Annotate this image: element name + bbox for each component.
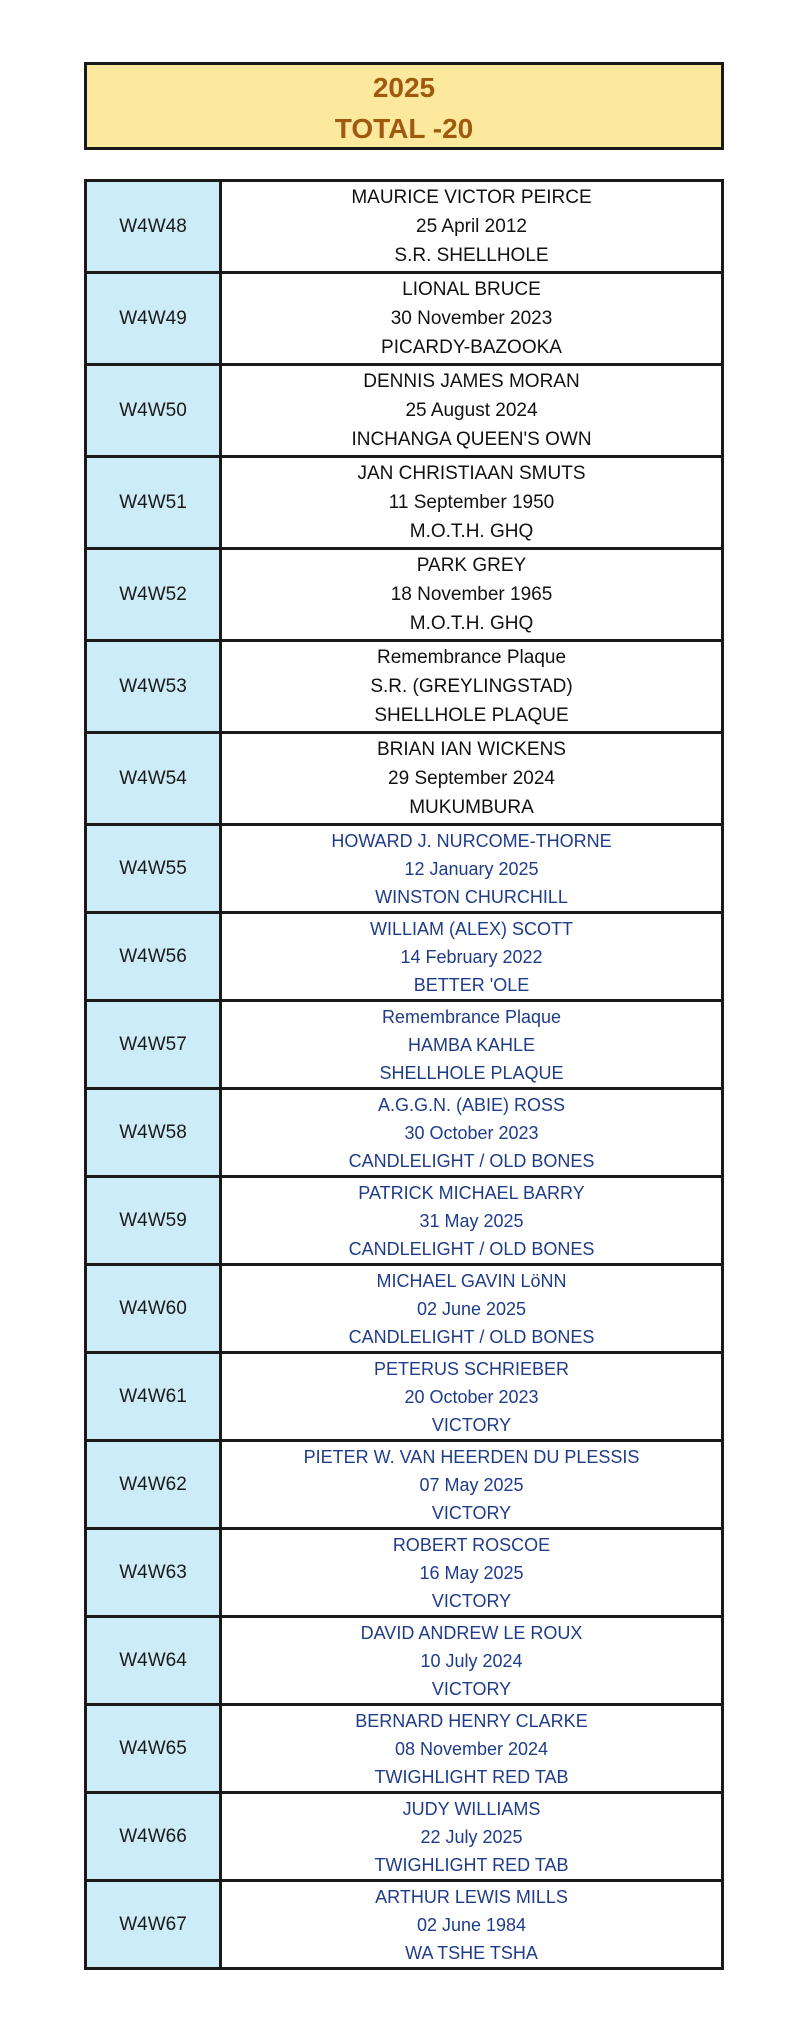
table-row	[86, 1793, 723, 1881]
entry-code: W4W48	[86, 181, 221, 273]
entry-code: W4W49	[86, 273, 221, 365]
entry-code: W4W56	[86, 913, 221, 1001]
entry-code: W4W57	[86, 1001, 221, 1089]
entry-code: W4W62	[86, 1441, 221, 1529]
table-row	[86, 733, 723, 825]
entry-details	[221, 181, 723, 273]
table-row	[86, 913, 723, 1001]
table-row	[86, 1441, 723, 1529]
entry-details	[221, 1881, 723, 1969]
entry-code: W4W54	[86, 733, 221, 825]
entry-code: W4W50	[86, 365, 221, 457]
table-row	[86, 1881, 723, 1969]
entry-unit: WA TSHE TSHA	[405, 1942, 538, 1963]
entry-code: W4W53	[86, 641, 221, 733]
header-box	[84, 62, 724, 150]
table-row	[86, 365, 723, 457]
entry-unit: VICTORY	[431, 1414, 512, 1435]
entry-date: 07 May 2025	[419, 1474, 524, 1495]
entry-details	[221, 1265, 723, 1353]
table-row	[86, 1705, 723, 1793]
entry-details	[221, 733, 723, 825]
entry-unit: TWIGHLIGHT RED TAB	[374, 1854, 569, 1875]
table-row	[86, 457, 723, 549]
entry-name: JUDY WILLIAMS	[402, 1798, 541, 1819]
entry-unit: M.O.T.H. GHQ	[409, 521, 534, 542]
entry-unit: SHELLHOLE PLAQUE	[379, 1062, 564, 1083]
entry-date: HAMBA KAHLE	[407, 1034, 536, 1055]
entry-details	[221, 1617, 723, 1705]
entry-code: W4W64	[86, 1617, 221, 1705]
entry-details	[221, 457, 723, 549]
table-row	[86, 273, 723, 365]
table-row	[86, 1529, 723, 1617]
entry-name: PATRICK MICHAEL BARRY	[358, 1182, 585, 1203]
entry-date: 02 June 1984	[416, 1914, 527, 1935]
entry-details	[221, 1441, 723, 1529]
entry-date: 25 April 2012	[416, 216, 527, 237]
entry-date: 18 November 1965	[390, 584, 553, 605]
entry-date: 22 July 2025	[420, 1826, 523, 1847]
entry-unit: CANDLELIGHT / OLD BONES	[348, 1150, 595, 1171]
entry-name: PETERUS SCHRIEBER	[373, 1358, 570, 1379]
table-row	[86, 825, 723, 913]
entry-date: 31 May 2025	[419, 1210, 524, 1231]
header-total: TOTAL -20	[334, 113, 474, 144]
entry-details	[221, 1001, 723, 1089]
entries-table	[84, 179, 724, 1970]
entry-unit: VICTORY	[431, 1678, 512, 1699]
entry-name: DAVID ANDREW LE ROUX	[360, 1622, 583, 1643]
entry-date: 14 February 2022	[400, 946, 543, 967]
entry-details	[221, 365, 723, 457]
entry-date: 11 September 1950	[388, 492, 555, 513]
entry-unit: PICARDY-BAZOOKA	[381, 337, 562, 358]
table-row	[86, 1353, 723, 1441]
entry-details	[221, 1089, 723, 1177]
entry-unit: TWIGHLIGHT RED TAB	[374, 1766, 569, 1787]
entry-code: W4W60	[86, 1265, 221, 1353]
entry-code: W4W52	[86, 549, 221, 641]
entry-unit: SHELLHOLE PLAQUE	[374, 705, 569, 726]
entry-name: Remembrance Plaque	[376, 647, 567, 668]
entries-body	[86, 181, 723, 1969]
entry-name: LIONAL BRUCE	[402, 279, 541, 300]
table-row	[86, 1177, 723, 1265]
entry-details	[221, 273, 723, 365]
entry-unit: WINSTON CHURCHILL	[375, 886, 568, 907]
entry-details	[221, 1177, 723, 1265]
entry-unit: S.R. SHELLHOLE	[394, 245, 549, 266]
entry-code: W4W58	[86, 1089, 221, 1177]
entry-date: 25 August 2024	[405, 400, 538, 421]
entry-name: BRIAN IAN WICKENS	[377, 739, 566, 760]
entry-date: 29 September 2024	[388, 768, 555, 789]
entry-details	[221, 1793, 723, 1881]
table-row	[86, 641, 723, 733]
table-row	[86, 1089, 723, 1177]
entry-name: WILLIAM (ALEX) SCOTT	[369, 918, 574, 939]
entry-unit: MUKUMBURA	[409, 797, 534, 818]
entry-code: W4W59	[86, 1177, 221, 1265]
entry-unit: INCHANGA QUEEN'S OWN	[351, 429, 592, 450]
entry-unit: CANDLELIGHT / OLD BONES	[348, 1238, 595, 1259]
table-row	[86, 181, 723, 273]
entry-details	[221, 1529, 723, 1617]
entry-name: ARTHUR LEWIS MILLS	[375, 1886, 568, 1907]
entry-code: W4W51	[86, 457, 221, 549]
entry-date: 10 July 2024	[420, 1650, 523, 1671]
entry-unit: VICTORY	[431, 1590, 512, 1611]
entry-date: 30 November 2023	[390, 308, 553, 329]
entry-date: 08 November 2024	[394, 1738, 549, 1759]
entry-unit: CANDLELIGHT / OLD BONES	[348, 1326, 595, 1347]
entry-date: 12 January 2025	[404, 858, 539, 879]
entry-date: 02 June 2025	[416, 1298, 527, 1319]
entry-code: W4W67	[86, 1881, 221, 1969]
entry-code: W4W55	[86, 825, 221, 913]
entry-name: HOWARD J. NURCOME-THORNE	[331, 830, 612, 851]
entry-unit: BETTER 'OLE	[413, 974, 530, 995]
entry-details	[221, 641, 723, 733]
entry-date: 20 October 2023	[404, 1386, 539, 1407]
entry-unit: VICTORY	[431, 1502, 512, 1523]
entry-name: PIETER W. VAN HEERDEN DU PLESSIS	[303, 1446, 640, 1467]
header-year: 2025	[372, 72, 436, 103]
table-row	[86, 549, 723, 641]
entry-date: 30 October 2023	[404, 1122, 539, 1143]
entry-code: W4W63	[86, 1529, 221, 1617]
entry-name: JAN CHRISTIAAN SMUTS	[357, 463, 586, 484]
entry-date: S.R. (GREYLINGSTAD)	[370, 676, 573, 697]
entry-details	[221, 825, 723, 913]
entry-name: MICHAEL GAVIN LöNN	[376, 1270, 567, 1291]
table-row	[86, 1617, 723, 1705]
entry-code: W4W61	[86, 1353, 221, 1441]
entry-details	[221, 913, 723, 1001]
entry-details	[221, 1353, 723, 1441]
entry-details	[221, 1705, 723, 1793]
entry-name: ROBERT ROSCOE	[392, 1534, 551, 1555]
entry-name: PARK GREY	[416, 555, 527, 576]
table-row	[86, 1001, 723, 1089]
entry-name: DENNIS JAMES MORAN	[363, 371, 580, 392]
entry-date: 16 May 2025	[419, 1562, 524, 1583]
entry-code: W4W65	[86, 1705, 221, 1793]
entry-code: W4W66	[86, 1793, 221, 1881]
entry-name: MAURICE VICTOR PEIRCE	[351, 187, 592, 208]
table-row	[86, 1265, 723, 1353]
entry-name: Remembrance Plaque	[381, 1006, 562, 1027]
entry-unit: M.O.T.H. GHQ	[409, 613, 534, 634]
entry-name: BERNARD HENRY CLARKE	[355, 1710, 588, 1731]
entry-details	[221, 549, 723, 641]
entry-name: A.G.G.N. (ABIE) ROSS	[377, 1094, 566, 1115]
